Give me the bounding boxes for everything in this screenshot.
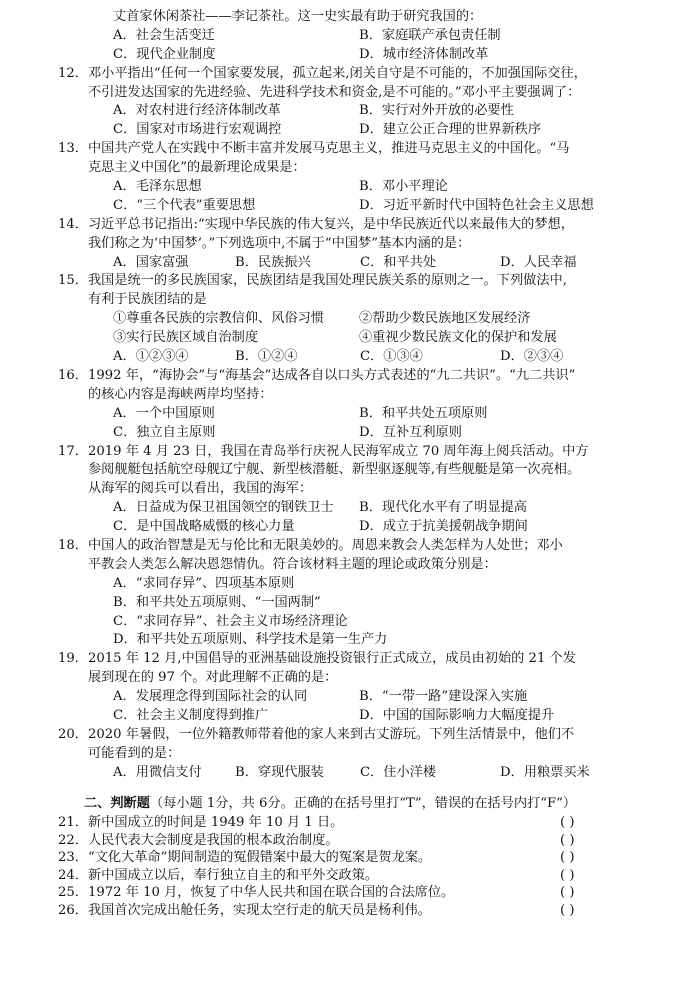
option-b: B．家庭联产承包责任制: [359, 27, 501, 43]
question-stem-line: [58, 443, 624, 462]
question-stem-text: 中国共产党人在实践中不断丰富并发展马克思主义，推进马克思主义的中国化。“马: [88, 141, 570, 157]
statement-item: ②帮助少数民族地区发展经济: [359, 311, 531, 327]
option-item: B．和平共处五项原则: [359, 405, 488, 421]
question-11-tail: [88, 8, 624, 65]
option-item: B．实行对外开放的必要性: [359, 103, 514, 119]
options-row: [88, 27, 624, 46]
option-a: A．社会生活变迁: [113, 27, 215, 43]
option-item: B．民族振兴: [235, 254, 311, 270]
question-stem-text: 展到现在的 97 个。对此理解不正确的是：: [88, 670, 338, 686]
options-row: [88, 499, 624, 518]
option-item: C．是中国战略威慑的核心力量: [113, 519, 295, 535]
options-row: [88, 178, 624, 197]
question-stem-line: [88, 556, 624, 575]
question-stem-text: 中国人的政治智慧是无与伦比和无限美妙的。周恩来教会人类怎样为人处世；邓小: [88, 537, 563, 553]
question-stem-text: 的核心内容是海峡两岸均坚持：: [88, 386, 273, 402]
options-row: [88, 518, 624, 537]
question-number: 13．: [58, 141, 88, 157]
statement-row: [88, 329, 624, 348]
question-stem-text: 平教会人类怎么解决恩怨情仇。符合该材料主题的理论或政策分别是：: [88, 556, 497, 572]
judgment-item: [58, 902, 628, 920]
question-stem-text: 不引进发达国家的先进经验、先进科学技术和资金,是不可能的。”邓小平主要强调了：: [88, 84, 581, 100]
question-stem-line: 丈首家休闲茶社——李记茶社。这一史实最有助于研究我国的：: [113, 9, 483, 24]
option-item: D．和平共处五项原则、科学技术是第一生产力: [113, 632, 388, 648]
question-stem-line: [88, 669, 624, 688]
answer-bracket: ( ): [560, 832, 575, 848]
option-item: D．用粮票买米: [500, 764, 590, 780]
question-stem-line: [58, 537, 624, 556]
option-item: A．对农村进行经济体制改革: [113, 103, 281, 119]
options-row: [88, 197, 624, 216]
question-stem-line: [58, 650, 624, 669]
question-number: 23．: [58, 850, 88, 866]
question-stem-line: [58, 272, 624, 291]
question-stem-line: [88, 386, 624, 405]
option-item: A．发展理念得到国际社会的认同: [113, 689, 308, 705]
answer-bracket: ( ): [560, 867, 575, 883]
option-item: C．“求同存异”、社会主义市场经济理论: [113, 613, 348, 629]
question-stem-line: [58, 726, 624, 745]
option-item: B．穿现代服装: [235, 764, 324, 780]
option-item: A．国家富强: [113, 254, 189, 270]
judgment-text: 人民代表大会制度是我国的根本政治制度。: [88, 832, 339, 848]
question-stem-text: 克思主义中国化”的最新理论成果是：: [88, 160, 306, 176]
question-stem-text: 2015 年 12 月,中国倡导的亚洲基础设施投资银行正式成立，成员由初始的 21 个发: [88, 651, 576, 667]
options-row: [88, 707, 624, 726]
question-number: 20．: [58, 726, 88, 742]
question-number: 25．: [58, 885, 88, 901]
question-stem-line: [58, 65, 624, 84]
option-item: A．“求同存异”、四项基本原则: [113, 575, 295, 591]
section-2-title: 二、判断题: [84, 796, 150, 811]
question-number: 22．: [58, 832, 88, 848]
judgment-text: “文化大革命”期间制造的冤假错案中最大的冤案是贺龙案。: [88, 850, 432, 866]
question-number: 21．: [58, 815, 88, 830]
question-number: 19．: [58, 651, 88, 667]
option-d: D．城市经济体制改革: [359, 46, 489, 62]
option-item: B．①②④: [235, 349, 298, 365]
option-item: D．成立于抗美援朝战争期间: [359, 519, 528, 535]
options-row: [88, 348, 624, 367]
question-stem-text: 我们称之为‘中国梦’。”下列选项中,不属于“中国梦”基本内涵的是：: [88, 235, 471, 251]
question-stem-text: 习近平总书记指出:“实现中华民族的伟大复兴，是中华民族近代以来最伟大的梦想，: [88, 216, 574, 232]
question-number: 12．: [58, 65, 88, 81]
question-number: 26．: [58, 902, 88, 918]
option-item: D．建立公正合理的世界新秩序: [359, 122, 542, 138]
answer-bracket: ( ): [560, 850, 575, 866]
question-stem-line: [88, 235, 624, 254]
option-item: C．①③④: [360, 349, 423, 365]
question-stem-text: 从海军的阅兵可以看出，我国的海军：: [88, 481, 313, 497]
question-stem-text: 我国是统一的多民族国家，民族团结是我国处理民族关系的原则之一。下列做法中,: [88, 273, 567, 289]
judgment-text: 新中国成立的时间是 1949 年 10 月 1 日。: [88, 815, 344, 830]
judgment-item: [58, 867, 628, 885]
section-2-instructions: （每小题 1分，共 6分。正确的在括号里打“T”，错误的在括号内打“F”）: [149, 796, 577, 811]
option-item: A．日益成为保卫祖国领空的钢铁卫士: [113, 500, 334, 516]
question-stem-text: 2020 年暑假，一位外籍教师带着他的家人来到古丈游玩。下列生活情景中，他们不: [88, 726, 575, 742]
option-item: C．住小洋楼: [360, 764, 437, 780]
options-row: [88, 405, 624, 424]
options-row: [88, 688, 624, 707]
question-stem-text: 参阅舰艇包括航空母舰辽宁舰、新型核潜艇、新型驱逐舰等,有些舰艇是第一次亮相。: [88, 462, 581, 478]
question-number: 16．: [58, 367, 88, 383]
question-stem-line: [88, 84, 624, 103]
option-item: C．国家对市场进行宏观调控: [113, 122, 282, 138]
question-stem-line: [58, 367, 624, 386]
option-item: A．一个中国原则: [113, 405, 215, 421]
option-item: B．“一带一路”建设深入实施: [359, 689, 528, 705]
answer-bracket: ( ): [560, 902, 575, 918]
question-stem-line: [88, 461, 624, 480]
option-item: D．中国的国际影响力大幅度提升: [359, 707, 555, 723]
question-stem-line: [58, 216, 624, 235]
option-item: D．互补互利原则: [359, 424, 462, 440]
option-item: A．毛泽东思想: [113, 179, 202, 195]
option-item: C．独立自主原则: [113, 424, 216, 440]
question-stem-text: 邓小平指出“任何一个国家要发展，孤立起来,闭关自守是不可能的，不加强国际交往，: [88, 65, 587, 81]
option-item: A．①②③④: [113, 349, 189, 365]
question-stem-line: [88, 745, 624, 764]
options-row: [88, 254, 624, 273]
true-false-questions: [58, 814, 628, 920]
options-row: [88, 121, 624, 140]
statement-item: ④重视少数民族文化的保护和发展: [359, 330, 557, 346]
section-2-heading: [84, 795, 576, 814]
judgment-item: [58, 832, 628, 850]
question-number: 24．: [58, 867, 88, 883]
question-number: 18．: [58, 537, 88, 553]
judgment-text: 新中国成立以后，奉行独立自主的和平外交政策。: [88, 867, 379, 883]
statement-item: ①尊重各民族的宗教信仰、风俗习惯: [113, 311, 324, 327]
question-stem-text: 可能看到的是：: [88, 745, 181, 761]
question-stem-text: 2019 年 4 月 23 日，我国在青岛举行庆祝人民海军成立 70 周年海上阅兵活动。中方: [88, 443, 589, 459]
question-number: 14．: [58, 216, 88, 232]
multiple-choice-questions: [58, 65, 624, 783]
option-c: C．现代企业制度: [113, 46, 216, 62]
option-item: D．②③④: [500, 349, 564, 365]
question-stem-text: 1992 年，“海协会”与“海基会”达成各自以口头方式表述的“九二共识”。“九二共识”: [88, 367, 576, 383]
option-item: D．人民幸福: [500, 254, 577, 270]
question-stem-line: [88, 159, 624, 178]
option-item: C．社会主义制度得到推广: [113, 707, 269, 723]
judgment-item: [58, 814, 628, 832]
question-number: 15．: [58, 273, 88, 289]
judgment-text: 我国首次完成出舱任务，实现太空行走的航天员是杨利伟。: [88, 902, 431, 918]
option-item: C．和平共处: [360, 254, 437, 270]
question-number: 17．: [58, 443, 88, 459]
statement-item: ③实行民族区域自治制度: [113, 330, 259, 346]
judgment-item: [58, 884, 628, 902]
statement-row: [88, 310, 624, 329]
option-item: B．和平共处五项原则、“一国两制”: [113, 594, 321, 610]
options-row: [88, 764, 624, 783]
option-item: B．现代化水平有了明显提高: [359, 500, 527, 516]
options-row: [88, 424, 624, 443]
option-item: D．习近平新时代中国特色社会主义思想: [359, 197, 594, 213]
answer-bracket: ( ): [560, 885, 575, 901]
question-stem-line: [88, 480, 624, 499]
judgment-text: 1972 年 10 月，恢复了中华人民共和国在联合国的合法席位。: [88, 885, 455, 901]
option-item: C．“三个代表”重要思想: [113, 197, 256, 213]
options-row: [88, 46, 624, 65]
question-stem-text: 有利于民族团结的是: [88, 292, 207, 308]
question-stem-line: [88, 291, 624, 310]
option-item: A．用微信支付: [113, 764, 202, 780]
judgment-item: [58, 849, 628, 867]
answer-bracket: ( ): [560, 815, 575, 830]
options-row: [88, 102, 624, 121]
option-item: B．邓小平理论: [359, 179, 448, 195]
question-stem-line: [58, 140, 624, 159]
